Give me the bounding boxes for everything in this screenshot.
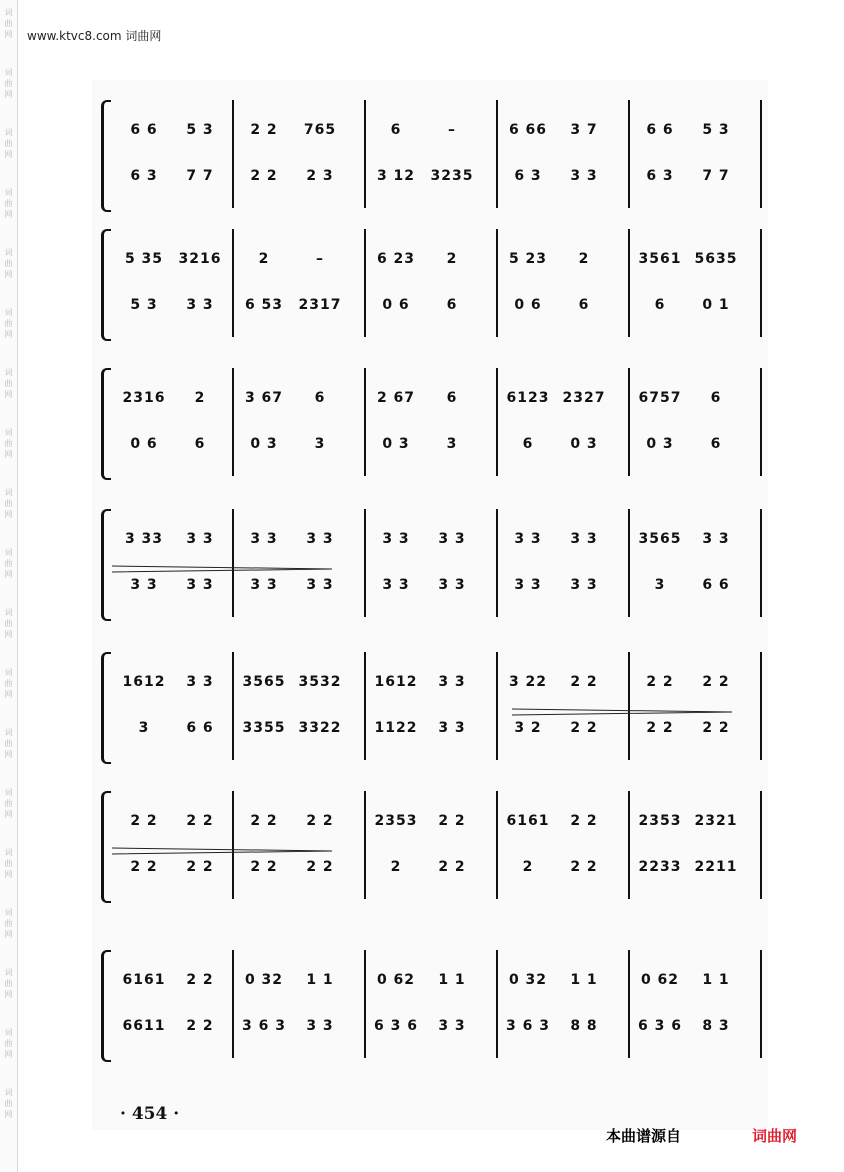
note-group: 0 32 bbox=[508, 972, 548, 988]
note-group: 3 3 bbox=[514, 577, 542, 593]
sidebar-watermark-char: 网 bbox=[4, 330, 13, 339]
sidebar-watermark-char: 曲 bbox=[4, 919, 13, 928]
note-group: 3 bbox=[446, 436, 458, 452]
sidebar-watermark-char: 曲 bbox=[4, 1039, 13, 1048]
sidebar-watermark-char: 词 bbox=[4, 908, 13, 917]
sidebar-watermark-char: 网 bbox=[4, 30, 13, 39]
sidebar-watermark-char: 曲 bbox=[4, 679, 13, 688]
note-group: 3 3 bbox=[382, 531, 410, 547]
note-group: – bbox=[316, 251, 324, 267]
note-group: 6 6 bbox=[702, 577, 730, 593]
note-group: 5635 bbox=[694, 251, 738, 267]
note-group: 2 2 bbox=[570, 859, 598, 875]
note-group: 2353 bbox=[374, 813, 418, 829]
note-group: 2 67 bbox=[376, 390, 416, 406]
sidebar-watermark-char: 曲 bbox=[4, 79, 13, 88]
sidebar-watermark-char: 词 bbox=[4, 68, 13, 77]
note-group: 6 6 bbox=[130, 122, 158, 138]
sidebar-watermark-char: 网 bbox=[4, 270, 13, 279]
note-group: 3 67 bbox=[244, 390, 284, 406]
note-group: 1 1 bbox=[570, 972, 598, 988]
note-group: 2 bbox=[522, 859, 534, 875]
sidebar-watermark-char: 词 bbox=[4, 968, 13, 977]
sidebar-watermark-char: 词 bbox=[4, 608, 13, 617]
note-group: 3 3 bbox=[438, 720, 466, 736]
staff-lower bbox=[92, 1012, 768, 1040]
sidebar-watermark-char: 网 bbox=[4, 1050, 13, 1059]
staff-upper bbox=[92, 525, 768, 553]
sidebar-watermark-char: 网 bbox=[4, 510, 13, 519]
note-group: 1 1 bbox=[702, 972, 730, 988]
note-group: 6 66 bbox=[508, 122, 548, 138]
note-group: 2 bbox=[390, 859, 402, 875]
note-group: 6 bbox=[710, 390, 722, 406]
note-group: 6 3 bbox=[514, 168, 542, 184]
note-group: 6 bbox=[314, 390, 326, 406]
note-group: 6161 bbox=[122, 972, 166, 988]
sidebar-watermark-char: 曲 bbox=[4, 739, 13, 748]
sidebar-watermark-char: 网 bbox=[4, 1110, 13, 1119]
sidebar-watermark-char: 网 bbox=[4, 210, 13, 219]
staff-lower bbox=[92, 714, 768, 742]
sidebar-watermark-char: 曲 bbox=[4, 619, 13, 628]
note-group: 2 2 bbox=[130, 859, 158, 875]
note-group: 5 3 bbox=[186, 122, 214, 138]
decrescendo-hairpin bbox=[112, 847, 332, 855]
sidebar-watermark-char: 曲 bbox=[4, 259, 13, 268]
note-group: 3 bbox=[314, 436, 326, 452]
staff-lower bbox=[92, 162, 768, 190]
note-group: 3 3 bbox=[382, 577, 410, 593]
note-group: 1612 bbox=[122, 674, 166, 690]
sidebar-watermark-char: 网 bbox=[4, 750, 13, 759]
note-group: 0 6 bbox=[514, 297, 542, 313]
sidebar-watermark-char: 网 bbox=[4, 990, 13, 999]
score-system bbox=[92, 944, 768, 1064]
staff-upper bbox=[92, 116, 768, 144]
note-group: 2 2 bbox=[186, 1018, 214, 1034]
sidebar-watermark-char: 词 bbox=[4, 488, 13, 497]
note-group: 2321 bbox=[694, 813, 738, 829]
staff-upper bbox=[92, 668, 768, 696]
sidebar-watermark-char: 词 bbox=[4, 548, 13, 557]
note-group: 3 bbox=[654, 577, 666, 593]
note-group: 2 2 bbox=[250, 168, 278, 184]
note-group: 3 3 bbox=[438, 531, 466, 547]
note-group: 3 3 bbox=[438, 577, 466, 593]
decrescendo-hairpin bbox=[512, 708, 732, 716]
note-group: 3 bbox=[138, 720, 150, 736]
sidebar-watermark-char: 词 bbox=[4, 728, 13, 737]
sidebar-watermark-char: 曲 bbox=[4, 979, 13, 988]
note-group: 2316 bbox=[122, 390, 166, 406]
note-group: 2 2 bbox=[306, 813, 334, 829]
note-group: 2 3 bbox=[306, 168, 334, 184]
note-group: 6161 bbox=[506, 813, 550, 829]
sidebar-watermark-strip bbox=[0, 0, 18, 1172]
note-group: 0 1 bbox=[702, 297, 730, 313]
sidebar-watermark-char: 网 bbox=[4, 810, 13, 819]
sidebar-watermark-char: 网 bbox=[4, 930, 13, 939]
note-group: 2 2 bbox=[570, 813, 598, 829]
sidebar-watermark-char: 网 bbox=[4, 630, 13, 639]
site-url: www.ktvc8.com 词曲网 bbox=[27, 29, 162, 43]
note-group: 1 1 bbox=[438, 972, 466, 988]
note-group: 3216 bbox=[178, 251, 222, 267]
note-group: 2 2 bbox=[646, 674, 674, 690]
note-group: 3 3 bbox=[250, 577, 278, 593]
note-group: 6 bbox=[194, 436, 206, 452]
note-group: 6 bbox=[446, 297, 458, 313]
note-group: 6 bbox=[578, 297, 590, 313]
note-group: 3 2 bbox=[514, 720, 542, 736]
note-group: 0 32 bbox=[244, 972, 284, 988]
note-group: 2 2 bbox=[186, 859, 214, 875]
note-group: 2 2 bbox=[250, 122, 278, 138]
note-group: 3532 bbox=[298, 674, 342, 690]
score-system bbox=[92, 646, 768, 766]
note-group: 0 6 bbox=[382, 297, 410, 313]
note-group: 5 35 bbox=[124, 251, 164, 267]
note-group: 6 3 6 bbox=[638, 1018, 682, 1034]
note-group: 2 2 bbox=[646, 720, 674, 736]
note-group: 765 bbox=[303, 122, 337, 138]
note-group: 0 3 bbox=[382, 436, 410, 452]
note-group: 2 2 bbox=[570, 674, 598, 690]
note-group: 3 3 bbox=[438, 674, 466, 690]
staff-upper bbox=[92, 807, 768, 835]
note-group: 2 2 bbox=[306, 859, 334, 875]
footer-site-label: 词曲网 bbox=[752, 1127, 798, 1145]
sidebar-watermark-char: 曲 bbox=[4, 379, 13, 388]
note-group: 3 3 bbox=[186, 674, 214, 690]
note-group: 8 8 bbox=[570, 1018, 598, 1034]
note-group: 6757 bbox=[638, 390, 682, 406]
note-group: 2 2 bbox=[438, 813, 466, 829]
sidebar-watermark-char: 词 bbox=[4, 368, 13, 377]
note-group: 2 2 bbox=[250, 813, 278, 829]
note-group: 3 22 bbox=[508, 674, 548, 690]
staff-lower bbox=[92, 430, 768, 458]
note-group: – bbox=[448, 122, 456, 138]
note-group: 3 7 bbox=[570, 122, 598, 138]
note-group: 3 3 bbox=[250, 531, 278, 547]
score-system bbox=[92, 94, 768, 214]
sidebar-watermark-char: 词 bbox=[4, 248, 13, 257]
note-group: 2327 bbox=[562, 390, 606, 406]
note-group: 1122 bbox=[374, 720, 418, 736]
decrescendo-hairpin bbox=[112, 565, 332, 573]
note-group: 2 bbox=[194, 390, 206, 406]
score-page bbox=[92, 80, 768, 1130]
staff-lower bbox=[92, 571, 768, 599]
note-group: 2 2 bbox=[570, 720, 598, 736]
note-group: 6 23 bbox=[376, 251, 416, 267]
sidebar-watermark-char: 词 bbox=[4, 1028, 13, 1037]
sidebar-watermark-char: 曲 bbox=[4, 859, 13, 868]
note-group: 2 2 bbox=[130, 813, 158, 829]
note-group: 3 3 bbox=[186, 297, 214, 313]
staff-lower bbox=[92, 291, 768, 319]
note-group: 2 2 bbox=[438, 859, 466, 875]
note-group: 5 3 bbox=[130, 297, 158, 313]
note-group: 3 3 bbox=[514, 531, 542, 547]
note-group: 3 3 bbox=[306, 531, 334, 547]
note-group: 3 3 bbox=[702, 531, 730, 547]
sidebar-watermark-char: 曲 bbox=[4, 799, 13, 808]
note-group: 6 3 bbox=[646, 168, 674, 184]
note-group: 0 3 bbox=[646, 436, 674, 452]
sidebar-watermark-char: 词 bbox=[4, 188, 13, 197]
sidebar-watermark-char: 网 bbox=[4, 870, 13, 879]
note-group: 3565 bbox=[638, 531, 682, 547]
sidebar-watermark-char: 词 bbox=[4, 788, 13, 797]
sidebar-watermark-char: 网 bbox=[4, 90, 13, 99]
sidebar-watermark-char: 曲 bbox=[4, 319, 13, 328]
score-system bbox=[92, 362, 768, 482]
note-group: 3561 bbox=[638, 251, 682, 267]
sidebar-watermark-char: 网 bbox=[4, 150, 13, 159]
sidebar-watermark-char: 曲 bbox=[4, 19, 13, 28]
note-group: 3 12 bbox=[376, 168, 416, 184]
staff-upper bbox=[92, 966, 768, 994]
note-group: 2 2 bbox=[702, 674, 730, 690]
sidebar-watermark-char: 词 bbox=[4, 848, 13, 857]
sidebar-watermark-char: 网 bbox=[4, 690, 13, 699]
sidebar-watermark-char: 网 bbox=[4, 390, 13, 399]
note-group: 2 2 bbox=[702, 720, 730, 736]
staff-upper bbox=[92, 384, 768, 412]
sidebar-watermark-char: 词 bbox=[4, 668, 13, 677]
note-group: 3 3 bbox=[570, 168, 598, 184]
page-number: · 454 · bbox=[120, 1104, 180, 1124]
sidebar-watermark-char: 词 bbox=[4, 308, 13, 317]
staff-upper bbox=[92, 245, 768, 273]
note-group: 5 23 bbox=[508, 251, 548, 267]
note-group: 3322 bbox=[298, 720, 342, 736]
score-system bbox=[92, 785, 768, 905]
note-group: 3 33 bbox=[124, 531, 164, 547]
note-group: 3 3 bbox=[438, 1018, 466, 1034]
note-group: 6 6 bbox=[646, 122, 674, 138]
note-group: 0 62 bbox=[640, 972, 680, 988]
note-group: 3 6 3 bbox=[506, 1018, 550, 1034]
note-group: 6 53 bbox=[244, 297, 284, 313]
sidebar-watermark-char: 曲 bbox=[4, 439, 13, 448]
note-group: 3 3 bbox=[306, 577, 334, 593]
note-group: 6 bbox=[446, 390, 458, 406]
note-group: 6 bbox=[710, 436, 722, 452]
note-group: 2 2 bbox=[186, 972, 214, 988]
sidebar-watermark-char: 网 bbox=[4, 450, 13, 459]
note-group: 2 bbox=[258, 251, 270, 267]
note-group: 2211 bbox=[694, 859, 738, 875]
sidebar-watermark-char: 词 bbox=[4, 128, 13, 137]
note-group: 2317 bbox=[298, 297, 342, 313]
note-group: 3 6 3 bbox=[242, 1018, 286, 1034]
note-group: 1612 bbox=[374, 674, 418, 690]
staff-lower bbox=[92, 853, 768, 881]
note-group: 6 3 6 bbox=[374, 1018, 418, 1034]
note-group: 3 3 bbox=[570, 577, 598, 593]
note-group: 3 3 bbox=[130, 577, 158, 593]
sidebar-watermark-char: 曲 bbox=[4, 1099, 13, 1108]
note-group: 6 bbox=[522, 436, 534, 452]
sidebar-watermark-char: 词 bbox=[4, 428, 13, 437]
sidebar-watermark-char: 曲 bbox=[4, 499, 13, 508]
note-group: 6 bbox=[390, 122, 402, 138]
note-group: 5 3 bbox=[702, 122, 730, 138]
note-group: 6 bbox=[654, 297, 666, 313]
note-group: 0 6 bbox=[130, 436, 158, 452]
note-group: 3 3 bbox=[306, 1018, 334, 1034]
note-group: 2 bbox=[446, 251, 458, 267]
note-group: 6 6 bbox=[186, 720, 214, 736]
sidebar-watermark-char: 词 bbox=[4, 8, 13, 17]
note-group: 2 2 bbox=[186, 813, 214, 829]
note-group: 8 3 bbox=[702, 1018, 730, 1034]
sidebar-watermark-char: 曲 bbox=[4, 199, 13, 208]
note-group: 3 3 bbox=[186, 577, 214, 593]
sidebar-watermark-char: 词 bbox=[4, 1088, 13, 1097]
score-system bbox=[92, 223, 768, 343]
note-group: 3235 bbox=[430, 168, 474, 184]
note-group: 3565 bbox=[242, 674, 286, 690]
note-group: 3 3 bbox=[570, 531, 598, 547]
score-system bbox=[92, 503, 768, 623]
sidebar-watermark-char: 网 bbox=[4, 570, 13, 579]
note-group: 2353 bbox=[638, 813, 682, 829]
note-group: 2 2 bbox=[250, 859, 278, 875]
note-group: 3 3 bbox=[186, 531, 214, 547]
note-group: 0 62 bbox=[376, 972, 416, 988]
note-group: 0 3 bbox=[250, 436, 278, 452]
note-group: 6 3 bbox=[130, 168, 158, 184]
note-group: 6611 bbox=[122, 1018, 166, 1034]
note-group: 1 1 bbox=[306, 972, 334, 988]
note-group: 6123 bbox=[506, 390, 550, 406]
note-group: 7 7 bbox=[702, 168, 730, 184]
note-group: 0 3 bbox=[570, 436, 598, 452]
note-group: 7 7 bbox=[186, 168, 214, 184]
note-group: 2 bbox=[578, 251, 590, 267]
note-group: 2233 bbox=[638, 859, 682, 875]
sidebar-watermark-char: 曲 bbox=[4, 139, 13, 148]
footer-source-label: 本曲谱源自 bbox=[606, 1127, 682, 1145]
sidebar-watermark-char: 曲 bbox=[4, 559, 13, 568]
note-group: 3355 bbox=[242, 720, 286, 736]
